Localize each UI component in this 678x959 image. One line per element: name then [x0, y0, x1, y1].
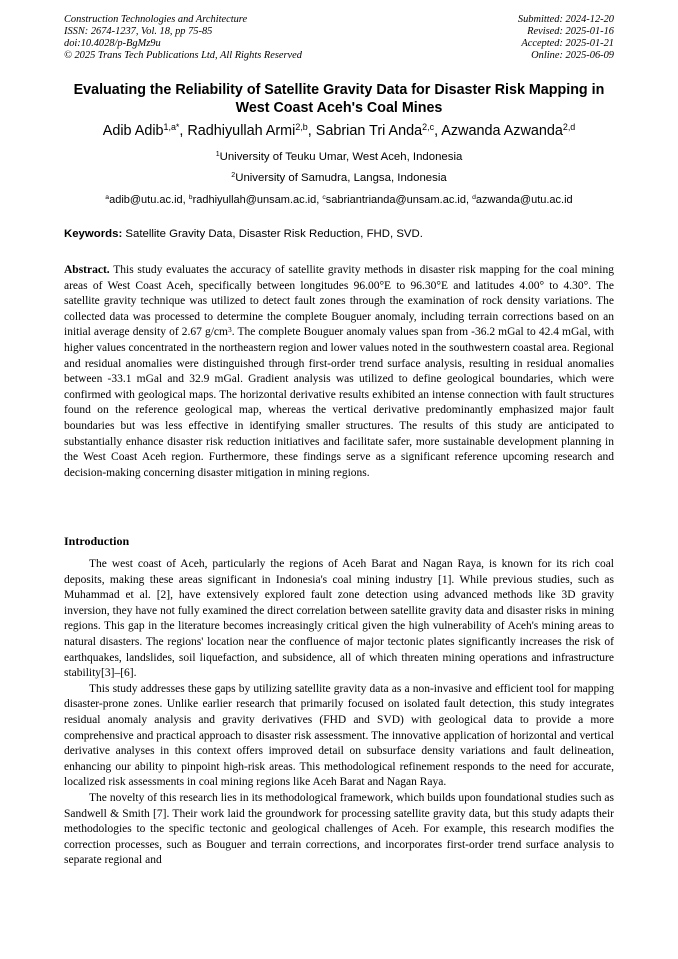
author-emails: $^a$adib@utu.ac.id, $^b$radhiyullah@unsam.ac.id, $^c$sabriantrianda@unsam.ac.id, $^d$azwanda@utu.ac.id	[105, 194, 573, 206]
section-heading-introduction: Introduction	[64, 534, 130, 548]
email-link[interactable]: radhiyullah@unsam.ac.id	[192, 194, 317, 206]
author-name: Azwanda Azwanda	[441, 123, 563, 139]
paragraph: The west coast of Aceh, particularly the regions of Aceh Barat and Nagan Raya, is known for its rich coal deposits, making these areas significant in Indonesia's coal mining industry [1]. While previous studies, such as Muhammad et al. [2], have extensively explored fault zone detection using advanced methods like 3D gravity inversion, they have not fully examined the direct correlation between satellite gravity data and disaster risks in mining regions. This gap in the literature becomes increasingly critical given the high vulnerability of Aceh's mining areas to natural disasters. The regions' location near the confluence of major tectonic plates significantly increases the risk of earthquakes, landslides, soil liquefaction, and subsidence, all of which threaten mining operations and infrastructure stability[3]–[6].	[64, 558, 614, 680]
issn-volume: ISSN: 2674-1237, Vol. 18, pp 75-85	[64, 26, 213, 38]
author	[441, 123, 575, 139]
journal-header-left	[64, 14, 302, 62]
keywords	[64, 227, 614, 241]
author: Sabrian Tri Anda$^{2,c}$,	[315, 122, 442, 139]
keywords-label: Keywords:	[64, 228, 123, 240]
author-name: Sabrian Tri Anda	[315, 123, 423, 139]
revised-date: Revised: 2025-01-16	[527, 26, 614, 38]
email-link[interactable]: adib@utu.ac.id	[109, 194, 183, 206]
submitted-date: Submitted: 2024-12-20	[517, 14, 614, 25]
abstract: Abstract. This study evaluates the accuracy of satellite gravity methods in disaster risk mapping for the coal mining areas of West Coast Aceh, specifically between longitudes 96.00°E to 96.30°E and latitudes 4.00° to 4.30°. The satellite gravity technique was utilized to detect fault zones through the examination of rock density variations. The collected data was processed to determine the complete Bouguer anomaly, including terrain corrections based on an initial average density of 2.67 $g/cm^3$. The complete Bouguer anomaly values span from -36.2 mGal to 42.4 mGal, with higher values concentrated in the northeastern region and lower values noted in the southwestern coastal area. Regional and residual anomalies were distinguished through first-order trend surface analysis, resulting in residual anomalies between -33.1 mGal and 32.9 mGal. Gradient analysis was utilized to define geological boundaries, which were confirmed with geological maps. The horizontal derivative results exhibited an intense connection with fault structures found on the reference geological map, whereas the vertical derivative predominantly emphasized major fault boundaries but was less effective in identifying smaller structures. The results of this study are anticipated to substantially enhance disaster risk reduction initiatives and facilitate safer, more sustainable development planning in the West Coast Aceh region. Furthermore, these findings serve as a significant reference upcoming research and decision-making concerning disaster mitigation in mining regions.	[64, 264, 615, 479]
author: Radhiyullah Armi$^{2,b}$,	[187, 122, 316, 139]
journal-header-right	[518, 14, 614, 62]
keywords-text: Satellite Gravity Data, Disaster Risk Reduction, FHD, SVD.	[122, 228, 423, 240]
paper-title: Evaluating the Reliability of Satellite Gravity Data for Disaster Risk Mapping in West Coast Aceh's Coal Mines	[73, 82, 605, 116]
affiliation-1: $^1$University of Teuku Umar, West Aceh, Indonesia	[215, 151, 463, 163]
accepted-date: Accepted: 2025-01-21	[521, 38, 614, 50]
author-affiliation-mark: 1,a*	[163, 122, 180, 133]
email-link[interactable]: sabriantrianda@unsam.ac.id	[325, 194, 466, 206]
author-name: Adib Adib	[102, 123, 164, 139]
introduction-body	[64, 557, 614, 869]
author-affiliation-mark: 2,b	[295, 122, 308, 133]
doi[interactable]: doi:10.4028/p-BgMz9u	[64, 38, 161, 50]
journal-name: Construction Technologies and Architecture	[64, 14, 248, 25]
online-date: Online: 2025-06-09	[531, 50, 614, 62]
author: Adib Adib$^{1,a*}$,	[102, 122, 188, 139]
author-affiliation-mark: 2,c	[422, 122, 435, 133]
paragraph: The novelty of this research lies in its methodological framework, which builds upon foundational studies such as Sandwell & Smith [7]. Their work laid the groundwork for processing satellite gravity data, but this study adapts their methodologies to the specific tectonic and geological challenges of Aceh. For example, this research modifies the correction processes, such as Bouguer and terrain corrections, and incorporates first-order trend surface analysis to separate regional and	[64, 791, 614, 867]
author-affiliation-mark: 2,d	[562, 122, 576, 133]
email-link[interactable]: azwanda@utu.ac.id	[475, 194, 573, 206]
abstract-label: Abstract.	[64, 264, 110, 276]
author-list	[30, 122, 648, 141]
affiliation-2: $^2$University of Samudra, Langsa, Indonesia	[231, 172, 447, 184]
paragraph: This study addresses these gaps by utilizing satellite gravity data as a non-invasive and efficient tool for mapping disaster-prone zones. Unlike earlier research that primarily focused on isolated fault detection, this study integrates residual anomaly analysis and gravity derivatives (FHD and SVD) with geological data to provide a more comprehensive and practical approach to disaster risk assessment. The innovative application of horizontal and vertical derivative analyses in this context offers improved detail on subsurface density variations and fault delineation, enhancing our ability to pinpoint high-risk areas. This methodological refinement responds to the need for accurate, localized risk assessments in coal mining regions like Aceh Barat and Nagan Raya.	[64, 682, 614, 789]
copyright: © 2025 Trans Tech Publications Ltd, All Rights Reserved	[64, 50, 302, 62]
author-name: Radhiyullah Armi	[187, 123, 296, 139]
